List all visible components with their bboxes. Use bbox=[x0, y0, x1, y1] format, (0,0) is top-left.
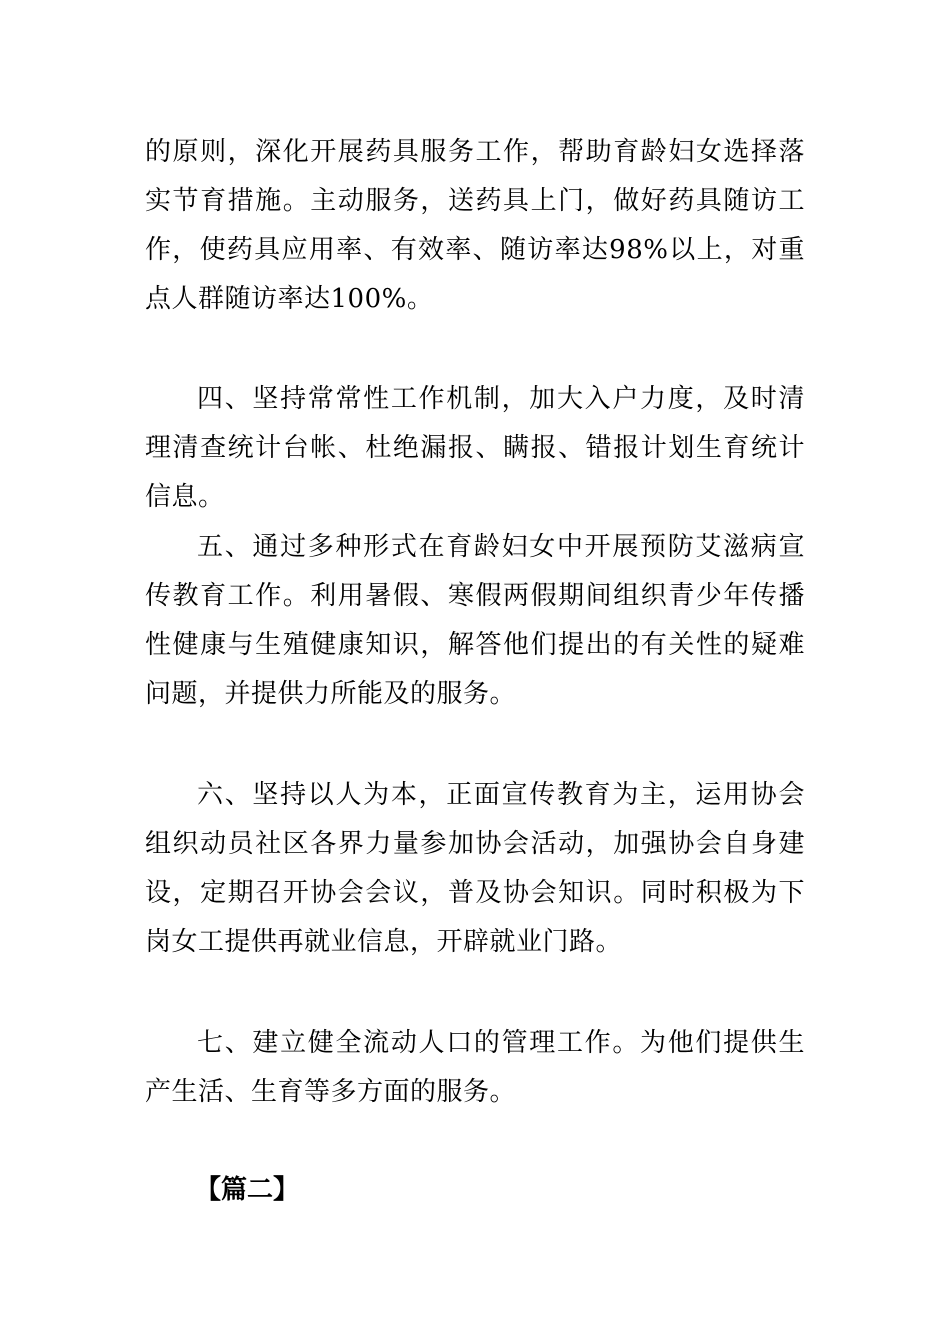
paragraph-item-four: 四、坚持常常性工作机制，加大入户力度，及时清理清查统计台帐、杜绝漏报、瞒报、错报计划生育统计信息。 bbox=[145, 384, 805, 512]
paragraph-item-six: 六、坚持以人为本，正面宣传教育为主，运用协会组织动员社区各界力量参加协会活动，加强协会自身建设，定期召开协会会议，普及协会知识。同时积极为下岗女工提供再就业信息，开辟就业门路。 bbox=[145, 780, 805, 957]
paragraph-item-five: 五、通过多种形式在育龄妇女中开展预防艾滋病宣传教育工作。利用暑假、寒假两假期间组织青少年传播性健康与生殖健康知识，解答他们提出的有关性的疑难问题，并提供力所能及的服务。 bbox=[145, 532, 805, 709]
paragraph-item-seven: 七、建立健全流动人口的管理工作。为他们提供生产生活、生育等多方面的服务。 bbox=[145, 1028, 805, 1107]
section-heading: 【篇二】 bbox=[195, 1175, 300, 1205]
paragraph-contraceptive-service: 的原则，深化开展药具服务工作，帮助育龄妇女选择落实节育措施。主动服务，送药具上门，做好药具随访工作，使药具应用率、有效率、随访率达98%以上，对重点人群随访率达100%。 bbox=[145, 137, 805, 314]
